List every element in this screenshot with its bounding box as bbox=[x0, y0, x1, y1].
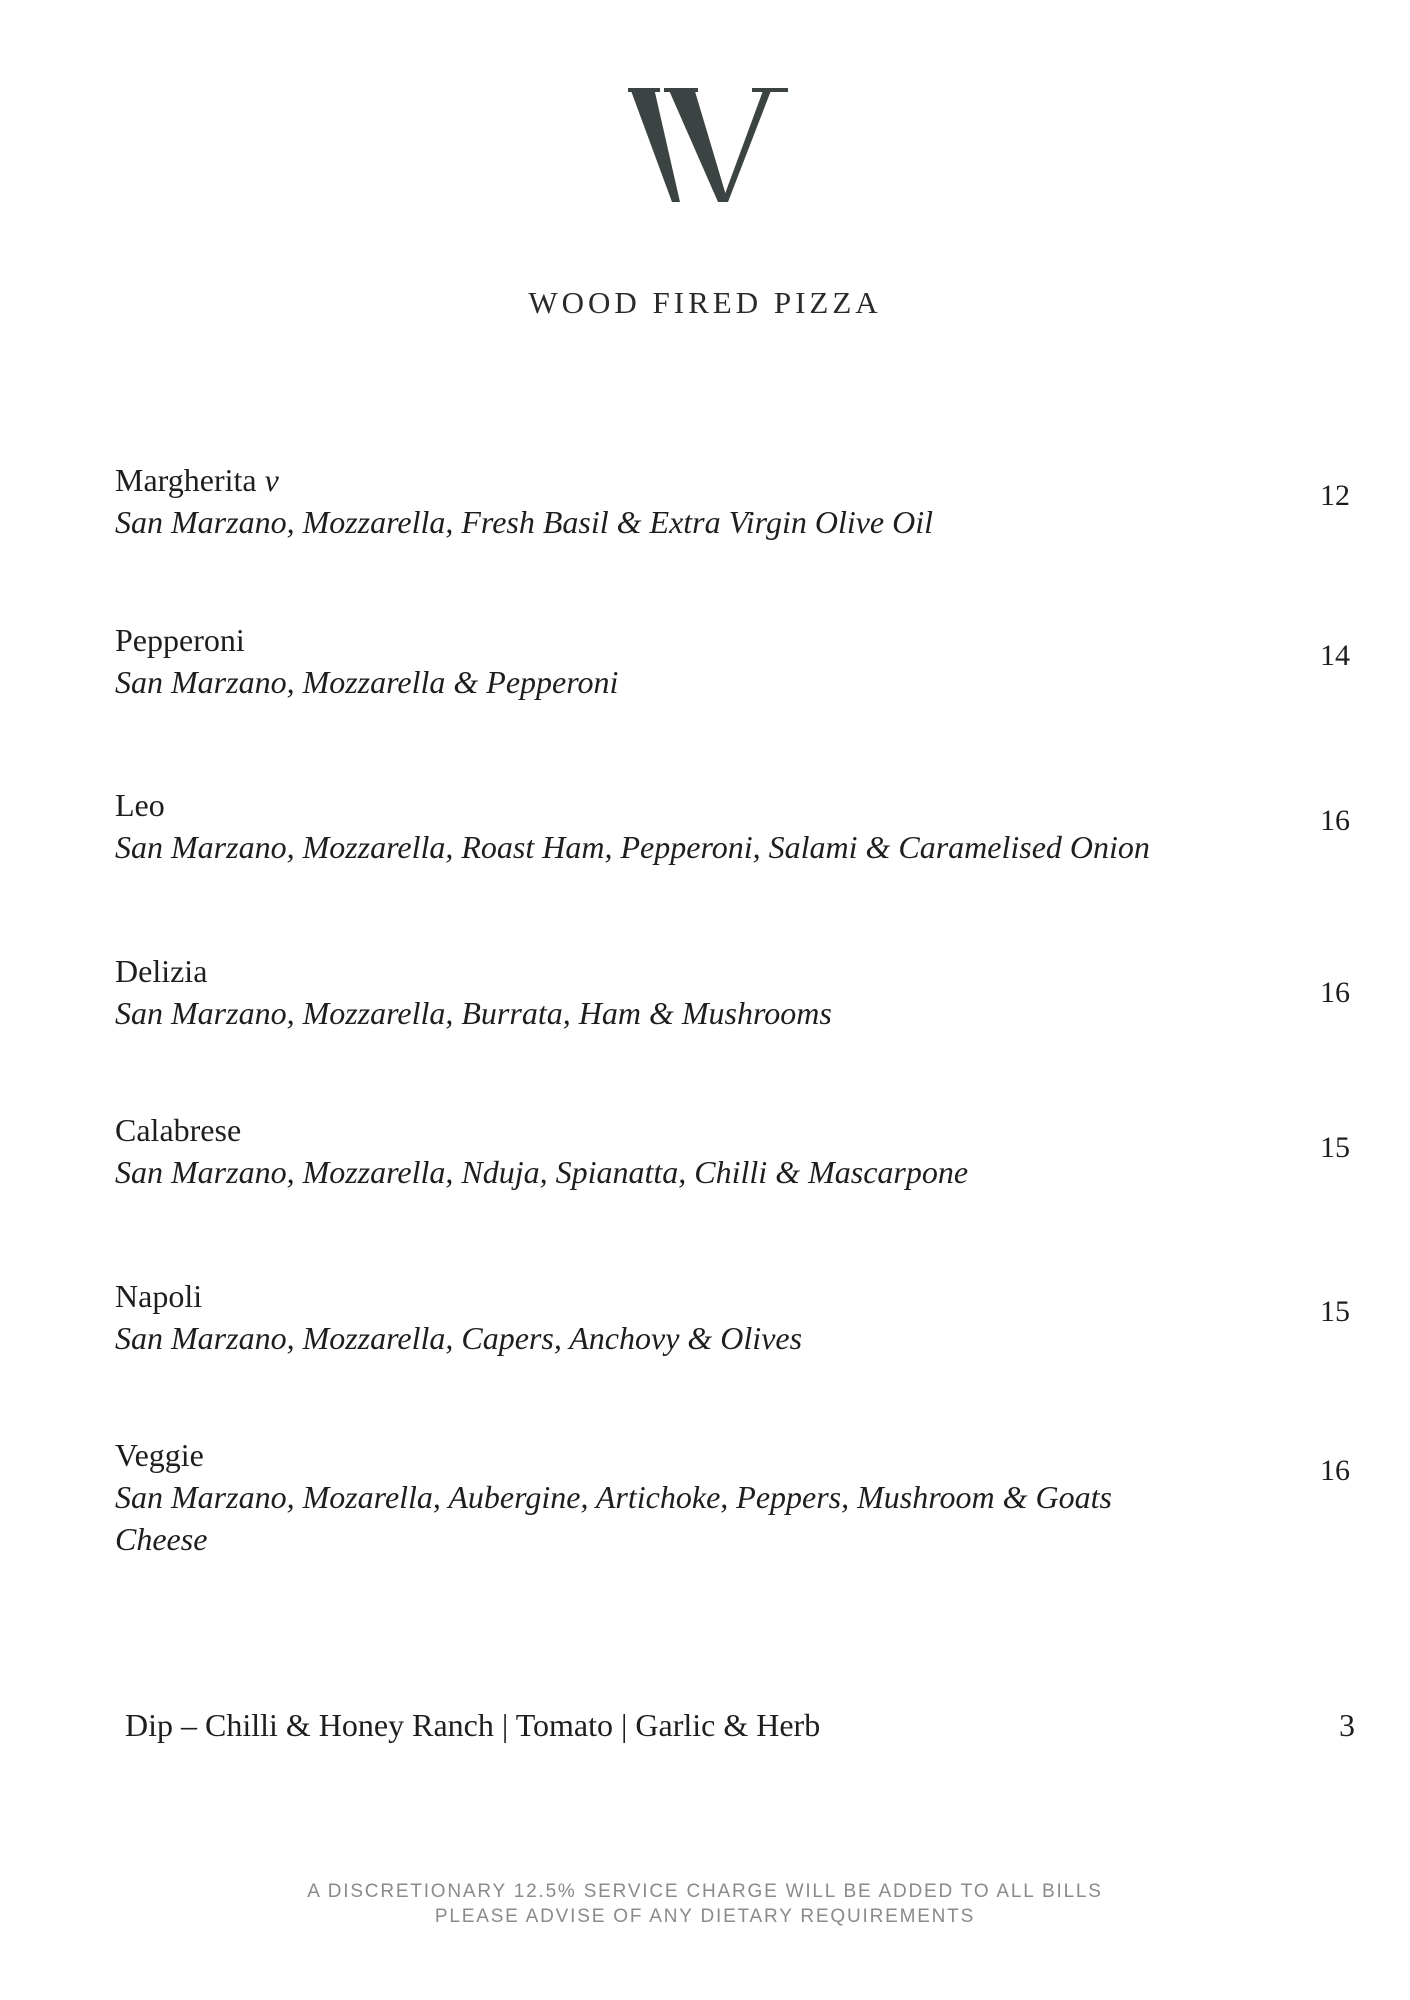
item-description: San Marzano, Mozzarella & Pepperoni bbox=[115, 664, 619, 700]
item-price: 15 bbox=[1320, 1295, 1350, 1328]
item-name: Veggie bbox=[115, 1437, 204, 1473]
item-price: 16 bbox=[1320, 976, 1350, 1009]
vegetarian-marker: v bbox=[264, 462, 279, 498]
item-name: Leo bbox=[115, 787, 165, 823]
item-name: Napoli bbox=[115, 1278, 203, 1314]
menu-item-calabrese bbox=[115, 1109, 1350, 1193]
item-description: San Marzano, Mozarella, Aubergine, Artichoke, Peppers, Mushroom & Goats Cheese bbox=[115, 1479, 1112, 1557]
item-description: San Marzano, Mozzarella, Burrata, Ham & Mushrooms bbox=[115, 995, 832, 1031]
item-price: 16 bbox=[1320, 1454, 1350, 1487]
item-description: San Marzano, Mozzarella, Fresh Basil & Extra Virgin Olive Oil bbox=[115, 504, 934, 540]
footer-notice bbox=[0, 1879, 1410, 1929]
menu-item-margherita bbox=[115, 459, 1350, 543]
dips-row bbox=[125, 1707, 1355, 1744]
menu-item-leo bbox=[115, 784, 1350, 868]
item-price: 12 bbox=[1320, 479, 1350, 512]
menu-item-delizia bbox=[115, 950, 1350, 1034]
service-charge-note: A DISCRETIONARY 12.5% SERVICE CHARGE WILL BE ADDED TO ALL BILLS bbox=[307, 1881, 1103, 1902]
dips-price: 3 bbox=[1339, 1707, 1355, 1743]
dietary-note: PLEASE ADVISE OF ANY DIETARY REQUIREMENTS bbox=[434, 1906, 976, 1927]
dips-label: Dip – Chilli & Honey Ranch | Tomato | Garlic & Herb bbox=[125, 1707, 821, 1743]
item-name: Delizia bbox=[115, 953, 208, 989]
item-price: 14 bbox=[1320, 639, 1350, 672]
menu-item-napoli bbox=[115, 1275, 1350, 1359]
item-name: Calabrese bbox=[115, 1112, 242, 1148]
menu-item-veggie bbox=[115, 1434, 1350, 1560]
item-name: Margherita bbox=[115, 462, 257, 498]
item-price: 15 bbox=[1320, 1131, 1350, 1164]
w-monogram-logo bbox=[628, 86, 808, 204]
item-name: Pepperoni bbox=[115, 622, 245, 658]
item-description: San Marzano, Mozzarella, Nduja, Spianatta, Chilli & Mascarpone bbox=[115, 1154, 969, 1190]
w-monogram-icon bbox=[628, 86, 808, 204]
item-price: 16 bbox=[1320, 804, 1350, 837]
item-description: San Marzano, Mozzarella, Capers, Anchovy & Olives bbox=[115, 1320, 803, 1356]
menu-item-pepperoni bbox=[115, 619, 1350, 703]
section-title: WOOD FIRED PIZZA bbox=[528, 285, 882, 320]
item-description: San Marzano, Mozzarella, Roast Ham, Pepperoni, Salami & Caramelised Onion bbox=[115, 829, 1150, 865]
